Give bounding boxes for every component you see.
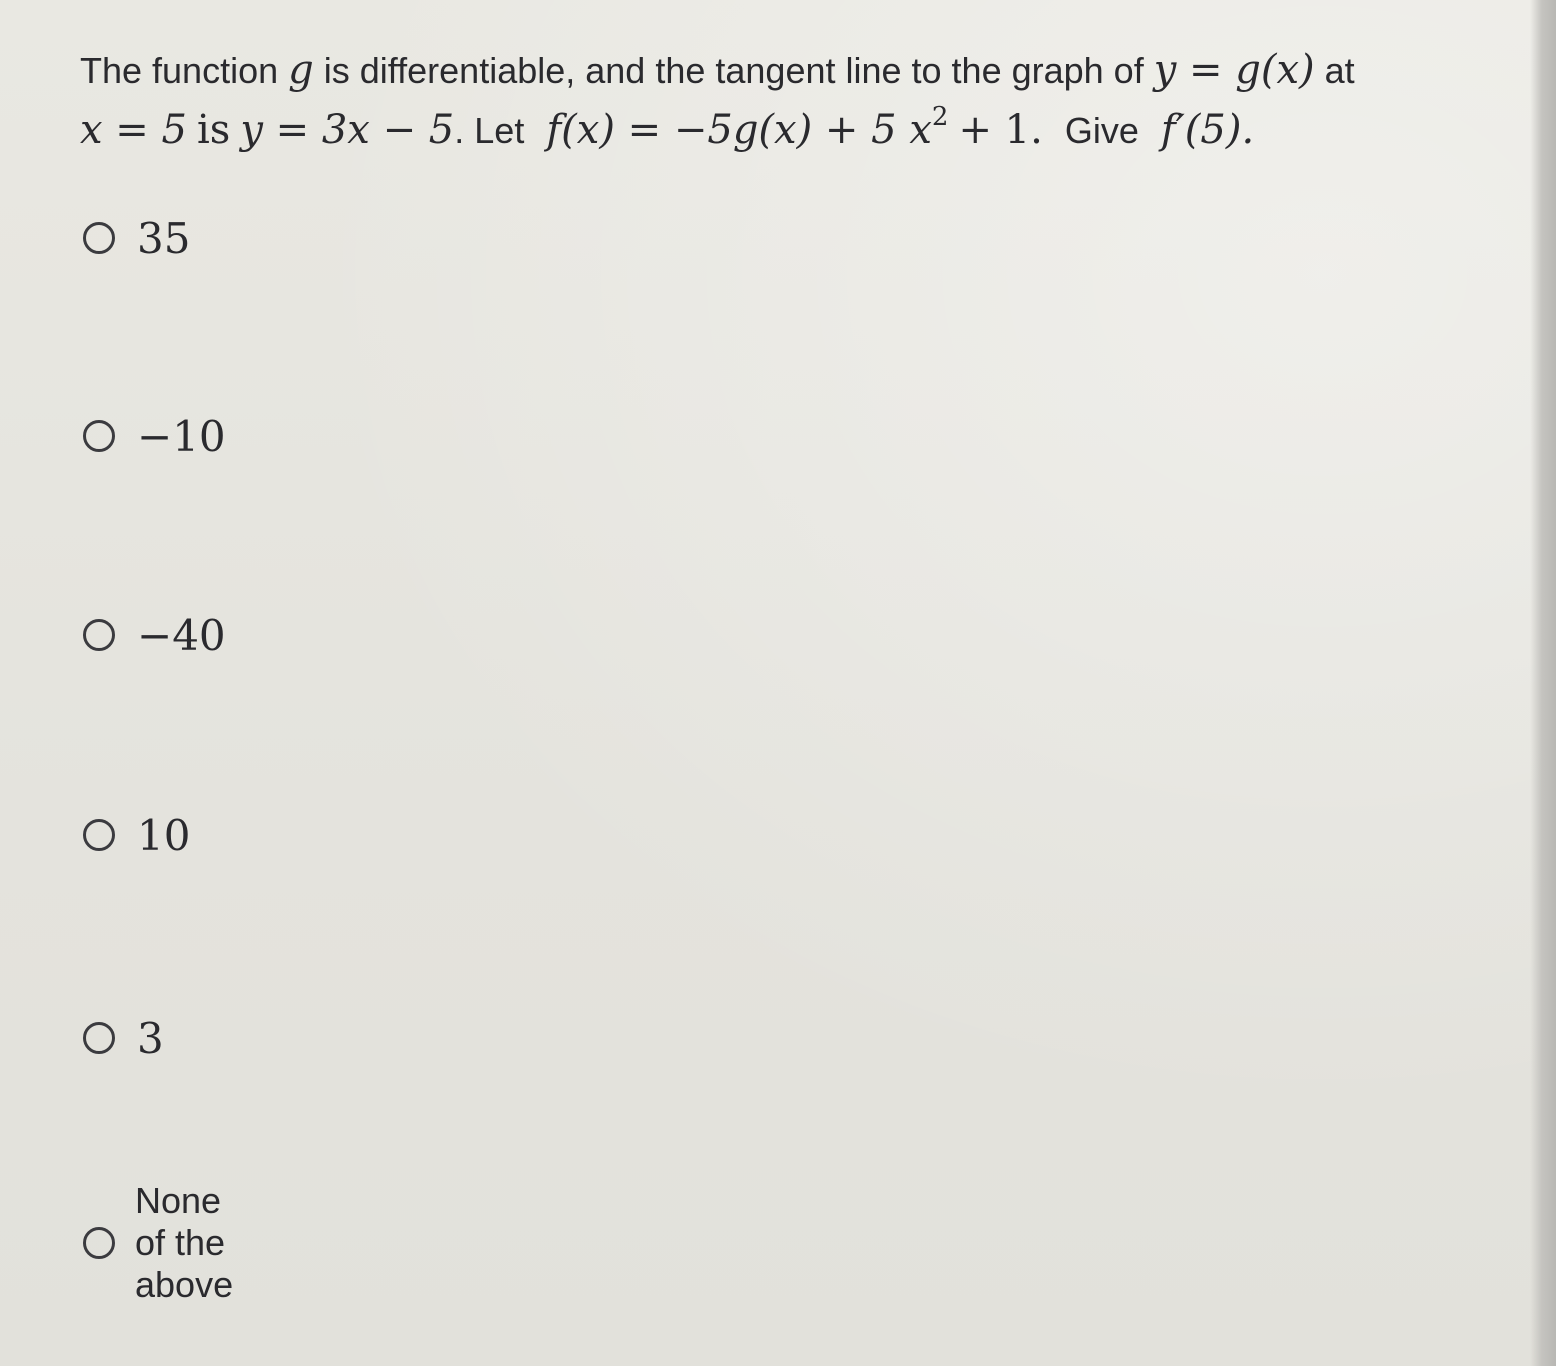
question-text-part: The function (80, 50, 279, 91)
radio-button-icon[interactable] (83, 222, 115, 254)
question-text-part: Give (1064, 110, 1139, 151)
answer-choice-label: −40 (137, 610, 226, 660)
answer-choice-minus-40[interactable] (83, 607, 226, 663)
math-y-equals-g-of-x: y = g(x) (1153, 47, 1315, 93)
answer-choice-10[interactable] (83, 807, 190, 863)
math-x-equals-5: x = 5 (80, 107, 187, 153)
radio-button-icon[interactable] (83, 1022, 115, 1054)
answer-choice-label: None of the above (135, 1180, 234, 1305)
question-text-part: . Let (454, 110, 525, 151)
question-line-1 (80, 40, 1500, 100)
answer-choice-minus-10[interactable] (83, 408, 226, 464)
answer-choice-label: 10 (137, 810, 191, 860)
math-g: g (288, 47, 314, 93)
question-text (80, 40, 1500, 160)
page-edge-shadow (1530, 0, 1556, 1366)
answer-choice-none-of-the-above[interactable] (83, 1180, 234, 1305)
answer-choice-3[interactable] (83, 1010, 164, 1066)
question-line-2 (80, 100, 1500, 160)
math-f-definition-end: + 1. (958, 107, 1043, 153)
radio-button-icon[interactable] (83, 420, 115, 452)
answer-choice-label: 3 (137, 1013, 164, 1063)
radio-button-icon[interactable] (83, 819, 115, 851)
radio-button-icon[interactable] (83, 619, 115, 651)
question-text-part: at (1324, 50, 1355, 91)
math-is: is (196, 107, 231, 153)
radio-button-icon[interactable] (83, 1227, 115, 1259)
answer-choice-label: −10 (137, 411, 226, 461)
math-tangent-line: y = 3x − 5 (240, 107, 455, 153)
answer-choice-35[interactable] (83, 210, 190, 266)
math-exponent: 2 (931, 102, 949, 132)
question-text-part: is differentiable, and the tangent line to the graph of (323, 50, 1144, 91)
answer-choice-label: 35 (137, 213, 191, 263)
math-f-prime-5: f′(5). (1160, 107, 1255, 153)
math-f-definition: f(x) = −5g(x) + 5 x (546, 107, 932, 153)
